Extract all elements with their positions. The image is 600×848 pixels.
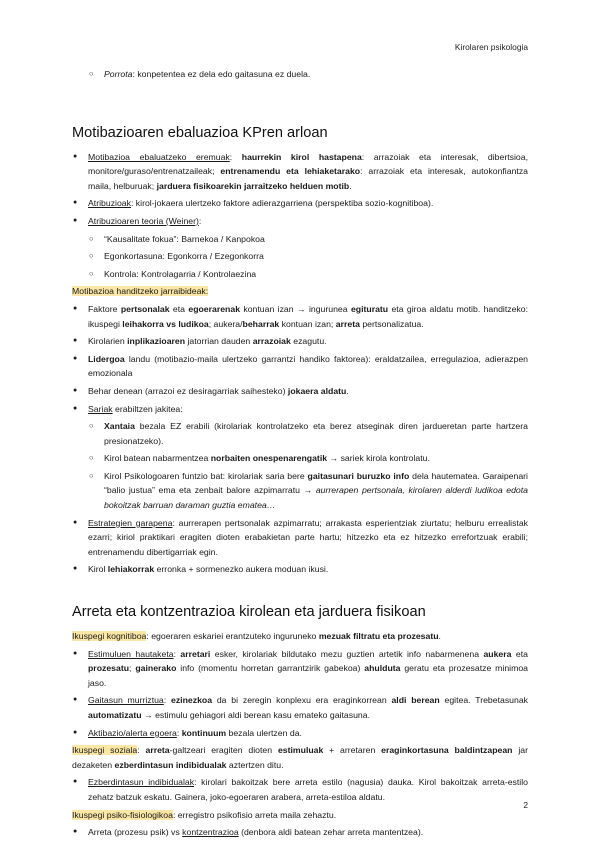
sub-list-item: ○ Egonkortasuna: Egonkorra / Ezegonkorra	[72, 249, 528, 264]
sub-list-item: ○ Xantaia bezala EZ erabili (kirolariak kontrolatzeko eta berez atseginak diren jardueretan parte hartzera presionatzeko).	[72, 419, 528, 448]
page-number: 2	[523, 800, 528, 810]
list-item: ● Estrategien garapena: aurrerapen pertsonalak azpimarratu; arrakasta esperientziak ziurtatu; helburu errealistak ezarri; kiriol praktikari eragiten dioten erabakietan parte hartu; hitzezko eta ez hitzezko errefortzuak erabili; entrenamendu dibertigarriak egin.	[72, 516, 528, 560]
list-item: ● Sariak erabiltzen jakitea:	[72, 402, 528, 417]
paragraph: Ikuspegi soziala: arreta-galtzeari eragiten dioten estimuluak + arretaren eraginkortasuna baldintzapean jar dezaketen ezberdintasun indibidualak aztertzen ditu.	[72, 745, 528, 770]
paragraph: Ikuspegi psiko-fisiologikoa: erregistro psikofisio arreta maila zehaztu.	[72, 809, 337, 820]
page-content	[72, 67, 528, 843]
list-item: ● Behar denean (arrazoi ez desiragarriak saihesteko) jokaera aldatu.	[72, 384, 528, 399]
highlight-label: Motibazioa handitzeko jarraibideak:	[72, 286, 209, 297]
sub-list-item: ○ Kontrola: Kontrolagarria / Kontrolaezina	[72, 267, 528, 282]
list-item: ● Aktibazio/alerta egoera: kontinuum bezala ulertzen da.	[72, 726, 528, 741]
list-item: ● Atribuzioaren teoria (Weiner):	[72, 214, 528, 229]
list-item: ● Atribuzioak: kirol-jokaera ulertzeko faktore adierazgarriena (perspektiba sozio-kognitiboa).	[72, 196, 528, 211]
paragraph: Ikuspegi kognitiboa: egoeraren eskariei erantzuteko inguruneko mezuak filtratu eta prozesatu.	[72, 631, 441, 642]
list-item: ○ Porrota: konpetentea ez dela edo gaitasuna ez duela.	[72, 67, 528, 82]
running-header: Kirolaren psikologia	[454, 42, 528, 52]
list-item: ● Ezberdintasun indibidualak: kirolari bakoitzak bere arreta estilo (nagusia) dauka. Kirol bakoitzak arreta-estilo zehatz batzuk eskatu. Gainera, joko-egoeraren arabera, arreta-estiloa aldatu.	[72, 775, 528, 804]
section-heading: Motibazioaren ebaluazioa KPren arloan	[72, 124, 328, 141]
sub-list-item: ○ Kirol batean nabarmentzea norbaiten onespenarengatik → sariek kirola kontrolatu.	[72, 451, 528, 466]
section-heading: Arreta eta kontzentrazioa kirolean eta jarduera fisikoan	[72, 604, 426, 621]
list-item: ● Arreta (prozesu psik) vs kontzentrazioa (denbora aldi batean zehar arreta mantentzea).	[72, 825, 528, 840]
list-item: ● Gaitasun murriztua: ezinezkoa da bi zeregin konplexu era eraginkorrean aldi berean egitea. Trebetasunak automatizatu → estimulu gehiagori aldi berean kasu emateko gaitasuna.	[72, 693, 528, 722]
list-item: ● Faktore pertsonalak eta egoerarenak kontuan izan → ingurunea egituratu eta giroa aldatu motib. handitzeko: ikuspegi leihakorra vs ludikoa; aukera/beharrak kontuan izan; arreta pertsonalizatua.	[72, 302, 528, 331]
list-item: ● Kirolarien inplikazioaren jatorrian dauden arrazoiak ezagutu.	[72, 334, 528, 349]
list-item: ● Lidergoa landu (motibazio-maila ulertzeko garrantzi handiko faktorea): eraldatzailea, erregulazioa, adierazpen emozionala	[72, 352, 528, 381]
sub-list-item: ○ Kirol Psikologoaren funtzio bat: kirolariak saria bere gaitasunari buruzko info dela hautematea. Garaipenari “balio justua” ema eta zenbait balore azpimarratu → aurrerapen pertsonala, kirolaren alderdi ludikoa edota bokoitzak barruan daraman guztia ematea…	[72, 469, 528, 513]
list-item: ● Kirol lehiakorrak erronka + sormenezko aukera moduan ikusi.	[72, 562, 528, 577]
sub-list-item: ○ “Kausalitate fokua”: Barnekoa / Kanpokoa	[72, 232, 528, 247]
list-item: ● Motibazioa ebaluatzeko eremuak: haurrekin kirol hastapena: arrazoiak eta interesak, dibertsioa, monitore/guraso/entrenatzaileak; entrenamendu eta lehiaketarako: arrazoiak eta interesak, autokonfiantza maila, helburuak; jarduera fisikoarekin jarraitzeko helduen motib.	[72, 150, 528, 194]
list-item: ● Estimuluen hautaketa: arretari esker, kirolariak bildutako mezu guztien artetik info nabarmenena aukera eta prozesatu; gainerako info (momentu horretan garrantzirik gabekoa) ahulduta geratu eta prozesatze minimoa jaso.	[72, 647, 528, 691]
